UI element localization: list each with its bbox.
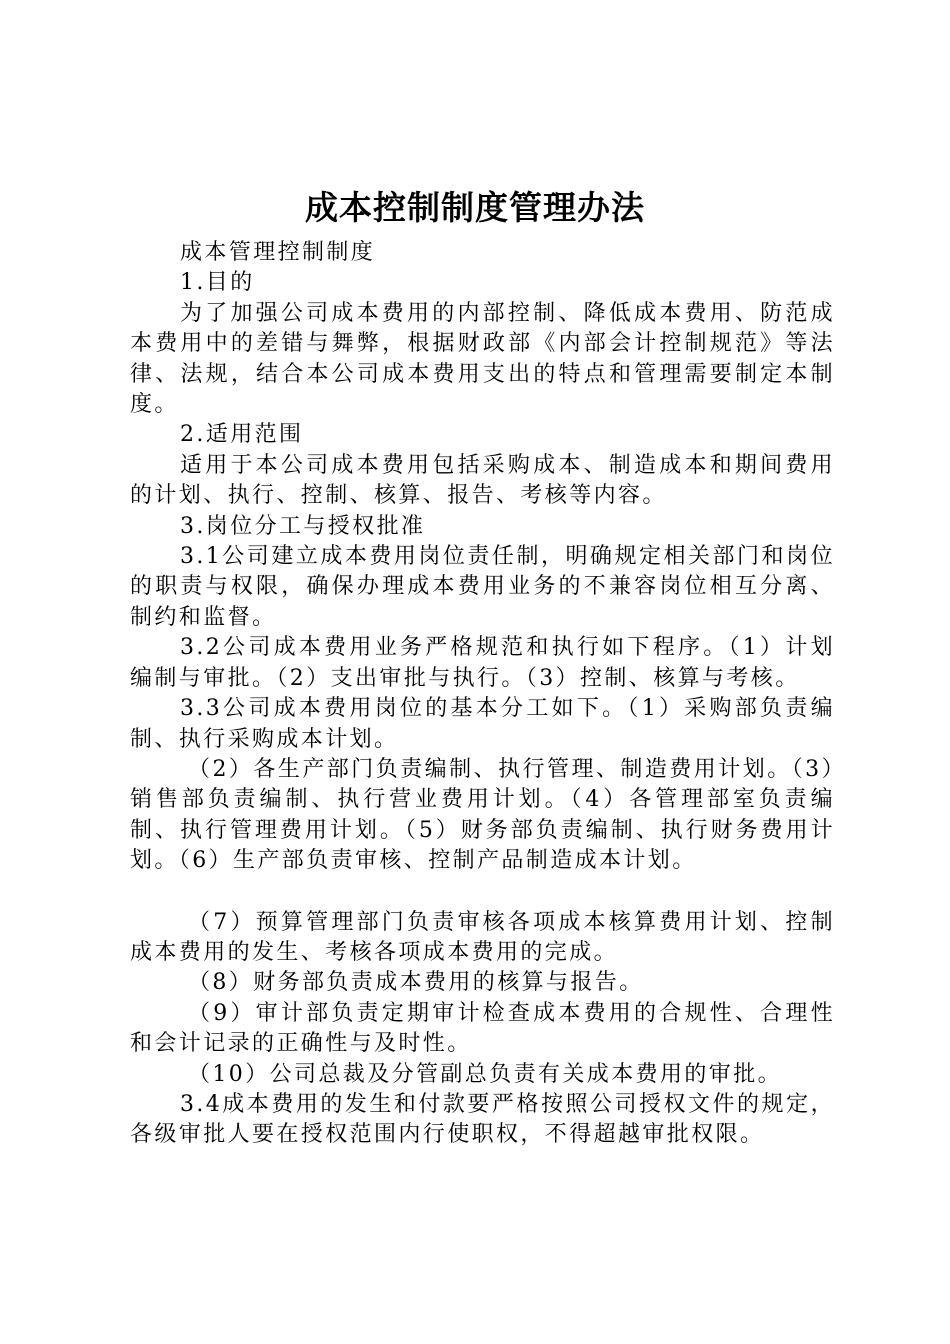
paragraph-3-3: 3.3公司成本费用岗位的基本分工如下。（1）采购部负责编制、执行采购成本计划。 [130,696,835,752]
paragraph-item-7: （7）预算管理部门负责审核各项成本核算费用计划、控制成本费用的发生、考核各项成本费用的完成。 [130,909,835,965]
paragraph-item-8: （8）财务部负责成本费用的核算与报告。 [188,970,644,996]
paragraph-item-9: （9）审计部负责定期审计检查成本费用的合规性、合理性和会计记录的正确性与及时性。 [130,1000,835,1057]
paragraph-item-10: （10）公司总裁及分管副总负责有关成本费用的审批。 [188,1061,782,1087]
paragraph-3-1: 3.1公司建立成本费用岗位责任制，明确规定相关部门和岗位的职责与权限，确保办理成本费用业务的不兼容岗位相互分离、制约和监督。 [130,544,835,630]
document-body [130,238,835,1151]
paragraph-scope: 适用于本公司成本费用包括采购成本、制造成本和期间费用的计划、执行、控制、核算、报告、考核等内容。 [130,452,835,509]
paragraph-purpose: 为了加强公司成本费用的内部控制、降低成本费用、防范成本费用中的差错与舞弊，根据财政部《内部会计控制规范》等法律、法规，结合本公司成本费用支出的特点和管理需要制定本制度。 [130,300,835,418]
document-title: 成本控制制度管理办法 [305,188,645,227]
section-heading-scope: 2.适用范围 [180,422,304,448]
section-heading-purpose: 1.目的 [180,270,255,296]
paragraph-3-3-items: （2）各生产部门负责编制、执行管理、制造费用计划。（3）销售部负责编制、执行营业费用计划。（4）各管理部室负责编制、执行管理费用计划。（5）财务部负责编制、执行财务费用计划。（6）生产部负责审核、控制产品制造成本计划。 [130,756,835,874]
paragraph-3-4: 3.4成本费用的发生和付款要严格按照公司授权文件的规定，各级审批人要在授权范围内行使职权，不得超越审批权限。 [130,1091,835,1148]
paragraph-heading: 成本管理控制制度 [180,240,376,265]
paragraph-spacer [130,877,835,908]
paragraph-3-2: 3.2公司成本费用业务严格规范和执行如下程序。（1）计划编制与审批。（2）支出审批与执行。（3）控制、核算与考核。 [130,635,835,691]
section-heading-division: 3.岗位分工与授权批准 [180,513,426,539]
